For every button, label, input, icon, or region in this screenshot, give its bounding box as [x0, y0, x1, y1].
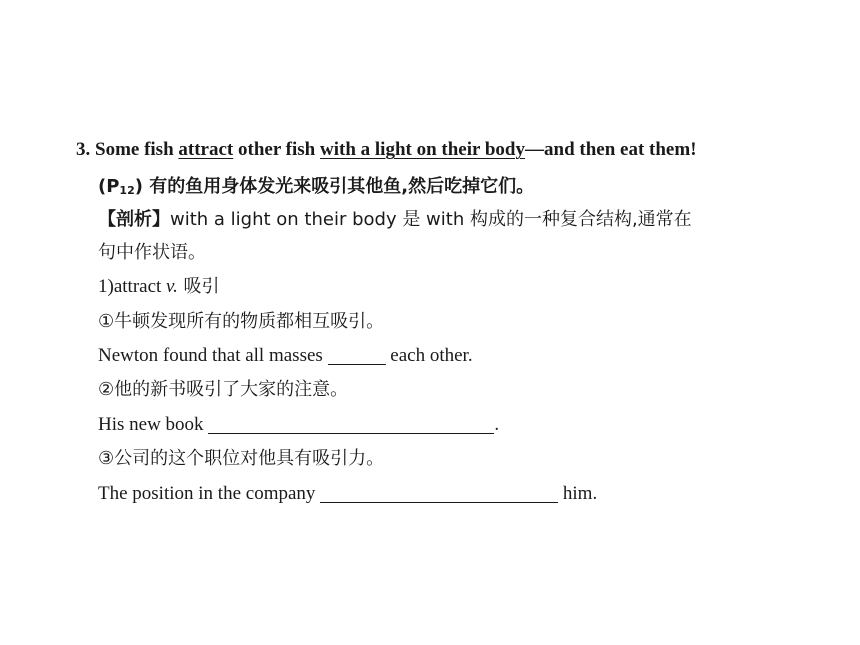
- underlined-phrase: with a light on their body: [320, 139, 525, 160]
- vocab-pos: v.: [166, 276, 178, 297]
- analysis-tag: 【剖析】: [98, 209, 170, 230]
- example-1-cn: ①牛顿发现所有的物质都相互吸引。: [98, 311, 385, 332]
- example-2-cn: ②他的新书吸引了大家的注意。: [98, 379, 349, 400]
- example-3-en: The position in the company him.: [98, 483, 598, 504]
- answer-blank-1[interactable]: [328, 346, 386, 365]
- vocab-number: 1): [98, 276, 114, 297]
- analysis-text-1: with a light on their body 是 with 构成的一种复合结构,通常在: [170, 209, 692, 230]
- example-3-cn: ③公司的这个职位对他具有吸引力。: [98, 448, 385, 469]
- translation-text: 有的鱼用身体发光来吸引其他鱼,然后吃掉它们。: [149, 176, 535, 197]
- vocab-word: attract: [113, 276, 167, 297]
- vocab-line: [98, 275, 220, 299]
- underlined-attract: attract: [178, 139, 234, 160]
- example-1-en: Newton found that all masses each other.: [98, 345, 473, 366]
- item-sentence: [76, 138, 697, 162]
- answer-blank-2[interactable]: [208, 415, 494, 434]
- sentence-part-3: other fish: [233, 139, 320, 160]
- item-number: 3.: [76, 139, 91, 160]
- vocab-meaning: 吸引: [177, 276, 220, 297]
- analysis-line-1: [98, 208, 692, 232]
- page-ref: (P12): [98, 176, 143, 197]
- sentence-part-5: —and then eat them!: [525, 139, 697, 160]
- answer-blank-3[interactable]: [320, 484, 558, 503]
- sentence-part-1: Some fish: [95, 139, 179, 160]
- analysis-line-2: 句中作状语。: [98, 242, 206, 263]
- translation-line: [98, 175, 534, 203]
- example-2-en: His new book .: [98, 414, 500, 435]
